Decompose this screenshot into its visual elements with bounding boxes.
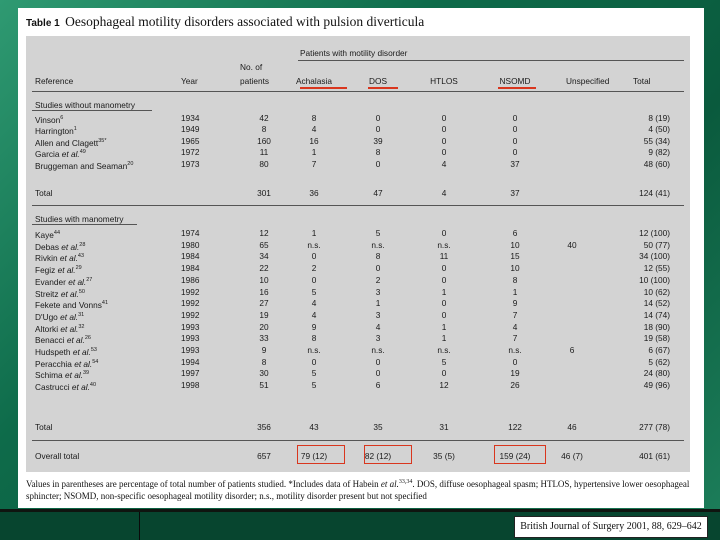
total-cell: 8 (19) bbox=[648, 113, 670, 123]
total-cell: 12 (55) bbox=[643, 263, 670, 274]
n-cell: 657 bbox=[257, 451, 271, 461]
dos-cell: 82 (12) bbox=[364, 451, 392, 461]
bottom-divider bbox=[139, 512, 140, 540]
dos-cell: 0 bbox=[375, 368, 381, 379]
nsomd-cell: 9 bbox=[512, 298, 518, 309]
total-cell: 10 (62) bbox=[643, 286, 670, 297]
ach-cell: 0 bbox=[311, 274, 317, 285]
dos-cell: 8 bbox=[375, 251, 381, 262]
nsomd-cell: 37 bbox=[510, 158, 520, 169]
total-cell: 14 (52) bbox=[643, 298, 670, 309]
nsomd-cell: 159 (24) bbox=[499, 451, 531, 461]
n-cell: 20 bbox=[259, 321, 269, 332]
n-cell: 42 bbox=[259, 113, 269, 123]
section-end-rule bbox=[32, 205, 684, 206]
overall-rule bbox=[32, 440, 684, 441]
year-cell: 1974 bbox=[181, 228, 200, 238]
ach-cell: 5 bbox=[311, 380, 317, 391]
htlos-cell: 4 bbox=[441, 158, 447, 169]
total-cell: 6 (67) bbox=[648, 345, 670, 355]
ach-cell: 5 bbox=[311, 368, 317, 379]
total-cell: 19 (58) bbox=[643, 333, 670, 344]
reference-cell: Fegiz et al.$^{29}$ bbox=[35, 265, 82, 276]
nsomd-cell: 10 bbox=[510, 239, 520, 250]
n-cell: 33 bbox=[259, 333, 269, 344]
uns-cell: 46 bbox=[567, 422, 577, 432]
dos-cell: 1 bbox=[375, 298, 381, 309]
dos-cell: 0 bbox=[375, 356, 381, 367]
header-dos: DOS bbox=[369, 76, 387, 86]
n-cell: 65 bbox=[259, 239, 269, 250]
year-cell: 1972 bbox=[181, 147, 200, 158]
dos-cell: 0 bbox=[375, 263, 381, 274]
htlos-cell: 0 bbox=[441, 147, 447, 158]
ach-cell: 8 bbox=[311, 113, 317, 123]
reference-cell: Streitz et al.$^{50}$ bbox=[35, 288, 85, 299]
nsomd-cell: 1 bbox=[512, 286, 518, 297]
reference-cell: Benacci et al.$^{26}$ bbox=[35, 335, 91, 346]
dos-cell: 3 bbox=[375, 286, 381, 297]
dos-cell: 3 bbox=[375, 333, 381, 344]
n-cell: 16 bbox=[259, 286, 269, 297]
total-cell: 5 (62) bbox=[648, 356, 670, 367]
ach-cell: 5 bbox=[311, 286, 317, 297]
header-nsomd: NSOMD bbox=[499, 76, 531, 86]
ach-cell: 7 bbox=[311, 158, 317, 169]
reference-cell: Castrucci et al.$^{40}$ bbox=[35, 382, 97, 393]
nsomd-cell: 37 bbox=[510, 188, 520, 198]
dos-cell: 5 bbox=[375, 228, 381, 238]
n-cell: 12 bbox=[259, 228, 269, 238]
header-year: Year bbox=[181, 76, 198, 86]
reference-cell: Allen and Clagett$^{35*}$ bbox=[35, 137, 107, 148]
year-cell: 1993 bbox=[181, 321, 200, 332]
table-title-text: Oesophageal motility disorders associated with pulsion diverticula bbox=[65, 14, 425, 29]
uns-cell: 40 bbox=[567, 239, 577, 250]
year-cell: 1980 bbox=[181, 239, 200, 250]
nsomd-cell: 26 bbox=[510, 380, 520, 391]
ach-cell: 4 bbox=[311, 309, 317, 320]
nsomd-cell: 0 bbox=[512, 147, 518, 158]
htlos-cell: 0 bbox=[441, 113, 447, 123]
reference-cell: Harrington$^1$ bbox=[35, 126, 77, 137]
htlos-cell: 0 bbox=[441, 309, 447, 320]
htlos-cell: 0 bbox=[441, 298, 447, 309]
htlos-cell: 0 bbox=[441, 228, 447, 238]
dos-cell: 3 bbox=[375, 309, 381, 320]
htlos-cell: 31 bbox=[439, 422, 449, 432]
ach-cell: 8 bbox=[311, 333, 317, 344]
dos-cell: 4 bbox=[375, 321, 381, 332]
year-cell: 1997 bbox=[181, 368, 200, 379]
n-cell: 301 bbox=[257, 188, 271, 198]
total-cell: 48 (60) bbox=[643, 158, 670, 169]
htlos-cell: 0 bbox=[441, 368, 447, 379]
table-title bbox=[26, 14, 424, 30]
total-label: Total bbox=[35, 188, 53, 198]
total-cell: 12 (100) bbox=[639, 228, 670, 238]
uns-cell: 6 bbox=[569, 345, 575, 355]
n-cell: 22 bbox=[259, 263, 269, 274]
htlos-cell: 4 bbox=[441, 188, 447, 198]
ach-cell: 79 (12) bbox=[300, 451, 328, 461]
achalasia-overall-box bbox=[297, 445, 345, 464]
year-cell: 1992 bbox=[181, 286, 200, 297]
htlos-cell: 0 bbox=[441, 124, 447, 135]
section-label: Studies without manometry bbox=[35, 100, 136, 110]
dos-cell: 0 bbox=[375, 113, 381, 123]
total-cell: 4 (50) bbox=[648, 124, 670, 135]
year-cell: 1973 bbox=[181, 158, 200, 169]
reference-cell: Bruggeman and Seaman$^{20}$ bbox=[35, 160, 134, 171]
year-cell: 1998 bbox=[181, 380, 200, 391]
total-cell: 401 (61) bbox=[639, 451, 670, 461]
nsomd-cell: 0 bbox=[512, 124, 518, 135]
ach-cell: n.s. bbox=[307, 345, 321, 355]
total-cell: 124 (41) bbox=[639, 188, 670, 198]
nsomd-cell: 10 bbox=[510, 263, 520, 274]
total-cell: 9 (82) bbox=[648, 147, 670, 158]
ach-cell: 2 bbox=[311, 263, 317, 274]
year-cell: 1984 bbox=[181, 251, 200, 262]
ach-cell: 4 bbox=[311, 298, 317, 309]
header-achalasia: Achalasia bbox=[296, 76, 332, 86]
reference-cell: Peracchia et al.$^{54}$ bbox=[35, 358, 99, 369]
dos-cell: n.s. bbox=[371, 345, 385, 355]
n-cell: 9 bbox=[261, 345, 267, 355]
htlos-cell: 12 bbox=[439, 380, 449, 391]
dos-overall-box bbox=[364, 445, 412, 464]
htlos-cell: 0 bbox=[441, 274, 447, 285]
reference-cell: Debas et al.$^{28}$ bbox=[35, 241, 86, 252]
year-cell: 1934 bbox=[181, 113, 200, 123]
dos-cell: 6 bbox=[375, 380, 381, 391]
reference-cell: Garcia et al.$^{49}$ bbox=[35, 149, 86, 160]
dos-cell: 39 bbox=[373, 135, 383, 146]
n-cell: 30 bbox=[259, 368, 269, 379]
header-rule bbox=[32, 91, 684, 92]
reference-cell: Schima et al.$^{39}$ bbox=[35, 370, 90, 381]
htlos-cell: 1 bbox=[441, 286, 447, 297]
dos-cell: 35 bbox=[373, 422, 383, 432]
ach-cell: 16 bbox=[309, 135, 319, 146]
total-cell: 50 (77) bbox=[643, 239, 670, 250]
year-cell: 1993 bbox=[181, 345, 200, 355]
nsomd-cell: 0 bbox=[512, 356, 518, 367]
htlos-cell: n.s. bbox=[437, 345, 451, 355]
dos-cell: 8 bbox=[375, 147, 381, 158]
year-cell: 1993 bbox=[181, 333, 200, 344]
ach-cell: 43 bbox=[309, 422, 319, 432]
uns-cell: 46 (7) bbox=[561, 451, 583, 461]
htlos-cell: 35 (5) bbox=[433, 451, 455, 461]
dos-cell: n.s. bbox=[371, 239, 385, 250]
total-cell: 49 (96) bbox=[643, 380, 670, 391]
header-unspecified: Unspecified bbox=[566, 76, 610, 86]
total-cell: 18 (90) bbox=[643, 321, 670, 332]
total-cell: 24 (80) bbox=[643, 368, 670, 379]
nsomd-cell: 8 bbox=[512, 274, 518, 285]
nsomd-cell: n.s. bbox=[508, 345, 522, 355]
nsomd-cell: 122 bbox=[508, 422, 522, 432]
n-cell: 27 bbox=[259, 298, 269, 309]
footnote: Values in parentheses are percentage of total number of patients studied. *Includes data of Habein et al.$^{33,34}$. DOS, diffuse oesophageal spasm; HTLOS, hypertensive lower oesophageal sphincter; NSOMD, non-specific oesophageal motility disorder; n.s., motility disorder present but not specified bbox=[26, 479, 690, 501]
header-htlos: HTLOS bbox=[430, 76, 458, 86]
section-label: Studies with manometry bbox=[35, 214, 124, 224]
dos-cell: 47 bbox=[373, 188, 383, 198]
reference-cell: D'Ugo et al.$^{31}$ bbox=[35, 311, 85, 322]
ach-cell: 4 bbox=[311, 124, 317, 135]
dos-underline bbox=[368, 87, 398, 89]
nsomd-overall-box bbox=[494, 445, 546, 464]
reference-cell: Altorki et al.$^{32}$ bbox=[35, 323, 85, 334]
nsomd-cell: 6 bbox=[512, 228, 518, 238]
reference-cell: Rivkin et al.$^{43}$ bbox=[35, 253, 85, 264]
ach-cell: 1 bbox=[311, 147, 317, 158]
htlos-cell: 0 bbox=[441, 135, 447, 146]
htlos-cell: 11 bbox=[439, 251, 449, 262]
nsomd-cell: 4 bbox=[512, 321, 518, 332]
dos-cell: 2 bbox=[375, 274, 381, 285]
ach-cell: 9 bbox=[311, 321, 317, 332]
dos-cell: 0 bbox=[375, 158, 381, 169]
total-cell: 34 (100) bbox=[639, 251, 670, 262]
total-cell: 55 (34) bbox=[643, 135, 670, 146]
reference-cell: Fekete and Vonns$^{41}$ bbox=[35, 300, 109, 311]
nsomd-cell: 0 bbox=[512, 113, 518, 123]
reference-cell: Hudspeth et al.$^{53}$ bbox=[35, 347, 97, 357]
nsomd-underline bbox=[498, 87, 536, 89]
header-patients-line2: patients bbox=[240, 76, 270, 86]
n-cell: 11 bbox=[259, 147, 269, 158]
nsomd-cell: 19 bbox=[510, 368, 520, 379]
header-group: Patients with motility disorder bbox=[300, 48, 408, 58]
section-rule bbox=[32, 224, 137, 225]
htlos-cell: 5 bbox=[441, 356, 447, 367]
reference-cell: Evander et al.$^{27}$ bbox=[35, 276, 93, 287]
htlos-cell: 0 bbox=[441, 263, 447, 274]
n-cell: 10 bbox=[259, 274, 269, 285]
header-patients-line1: No. of bbox=[240, 62, 263, 72]
n-cell: 51 bbox=[259, 380, 269, 391]
year-cell: 1994 bbox=[181, 356, 200, 367]
ach-cell: 0 bbox=[311, 356, 317, 367]
n-cell: 34 bbox=[259, 251, 269, 262]
n-cell: 356 bbox=[257, 422, 271, 432]
reference-cell: Vinson$^6$ bbox=[35, 115, 64, 125]
ach-cell: n.s. bbox=[307, 239, 321, 250]
n-cell: 8 bbox=[261, 356, 267, 367]
ach-cell: 0 bbox=[311, 251, 317, 262]
total-label: Overall total bbox=[35, 451, 80, 461]
nsomd-cell: 7 bbox=[512, 309, 518, 320]
n-cell: 19 bbox=[259, 309, 269, 320]
year-cell: 1992 bbox=[181, 298, 200, 309]
nsomd-cell: 7 bbox=[512, 333, 518, 344]
n-cell: 8 bbox=[261, 124, 267, 135]
header-group-rule bbox=[298, 60, 684, 61]
htlos-cell: 1 bbox=[441, 333, 447, 344]
total-cell: 10 (100) bbox=[639, 274, 670, 285]
year-cell: 1965 bbox=[181, 135, 200, 146]
table-label: Table 1 bbox=[26, 18, 60, 29]
section-rule bbox=[32, 110, 152, 111]
header-total: Total bbox=[633, 76, 651, 86]
nsomd-cell: 15 bbox=[510, 251, 520, 262]
total-cell: 14 (74) bbox=[643, 309, 670, 320]
n-cell: 160 bbox=[257, 135, 271, 146]
year-cell: 1949 bbox=[181, 124, 200, 135]
reference-cell: Kaye$^{44}$ bbox=[35, 230, 61, 240]
achalasia-underline bbox=[300, 87, 347, 89]
ach-cell: 1 bbox=[311, 228, 317, 238]
year-cell: 1992 bbox=[181, 309, 200, 320]
dos-cell: 0 bbox=[375, 124, 381, 135]
total-cell: 277 (78) bbox=[639, 422, 670, 432]
nsomd-cell: 0 bbox=[512, 135, 518, 146]
htlos-cell: n.s. bbox=[437, 239, 451, 250]
n-cell: 80 bbox=[259, 158, 269, 169]
ach-cell: 36 bbox=[309, 188, 319, 198]
citation: British Journal of Surgery 2001, 88, 629–642 bbox=[514, 516, 708, 538]
htlos-cell: 1 bbox=[441, 321, 447, 332]
year-cell: 1986 bbox=[181, 274, 200, 285]
total-label: Total bbox=[35, 422, 53, 432]
header-reference: Reference bbox=[35, 76, 74, 86]
year-cell: 1984 bbox=[181, 263, 200, 274]
